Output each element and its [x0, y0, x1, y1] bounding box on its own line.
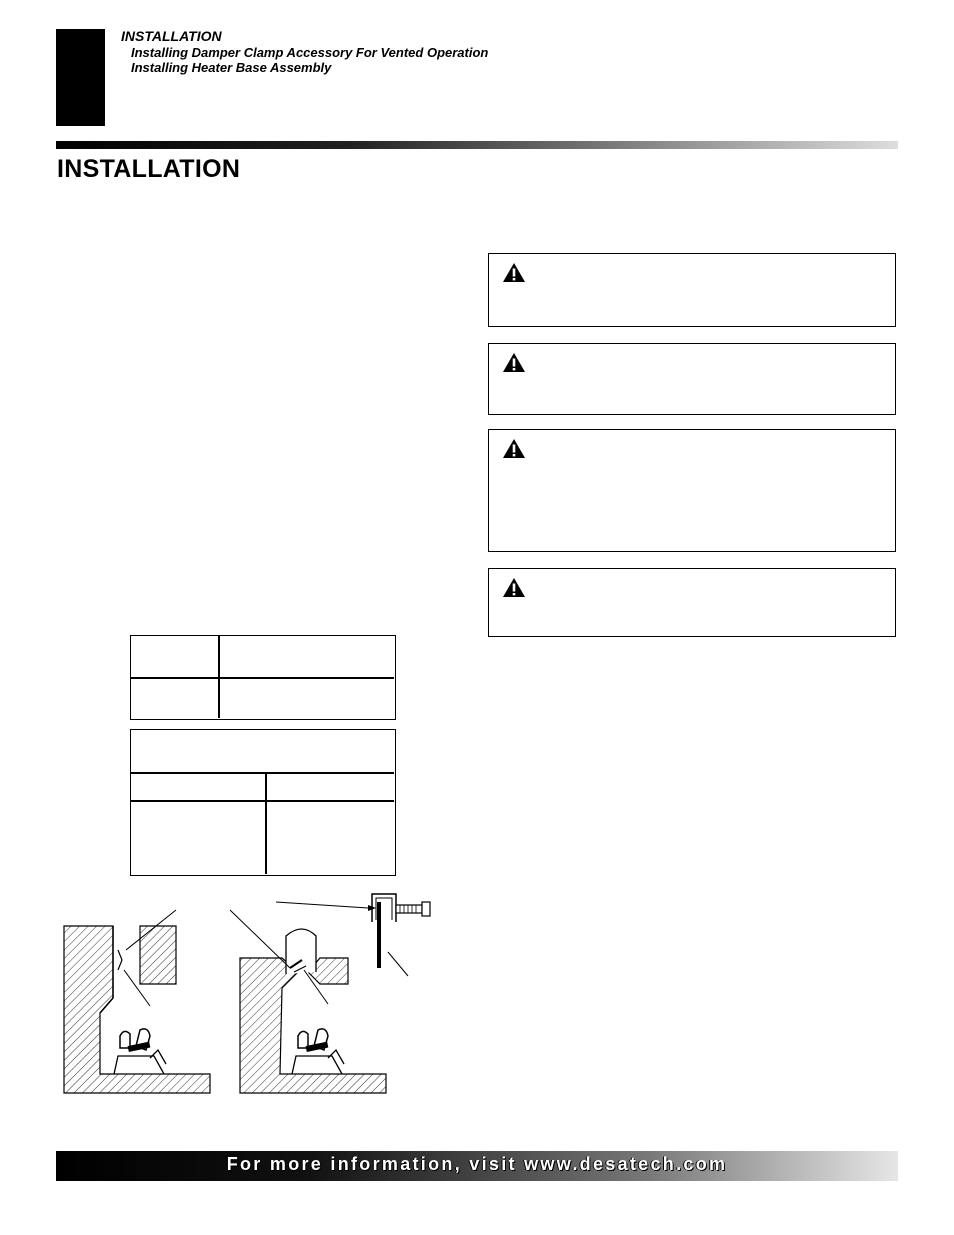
table-row-divider — [131, 800, 394, 802]
warning-box — [488, 568, 896, 637]
header-rule-bar — [56, 141, 898, 149]
damper-clamp-figure — [58, 888, 438, 1098]
footer-bar — [56, 1151, 898, 1181]
table-column-divider — [265, 772, 267, 874]
warning-triangle-icon — [502, 262, 526, 283]
header-subtopic: Installing Damper Clamp Accessory For Vented Operation — [131, 45, 489, 60]
clearance-table — [130, 729, 396, 876]
warning-box — [488, 343, 896, 415]
warning-triangle-icon — [502, 438, 526, 459]
gas-pressure-table — [130, 635, 396, 720]
footer-website-text: For more information, visit www.desatech.com — [226, 1154, 728, 1174]
table-row-divider — [131, 677, 394, 679]
warning-triangle-icon — [502, 352, 526, 373]
warning-triangle-icon — [502, 577, 526, 598]
header-section-title: INSTALLATION — [121, 28, 222, 44]
section-tab-marker — [56, 29, 105, 126]
log-grate-right — [292, 1029, 344, 1074]
fireplace-section-left — [64, 910, 210, 1093]
fireplace-section-right — [230, 910, 386, 1093]
table-row-divider — [131, 772, 394, 774]
warning-box — [488, 253, 896, 327]
log-grate-left — [114, 1029, 166, 1074]
header-subtopic: Installing Heater Base Assembly — [131, 60, 332, 75]
page-title: INSTALLATION — [57, 155, 241, 183]
warning-box — [488, 429, 896, 552]
